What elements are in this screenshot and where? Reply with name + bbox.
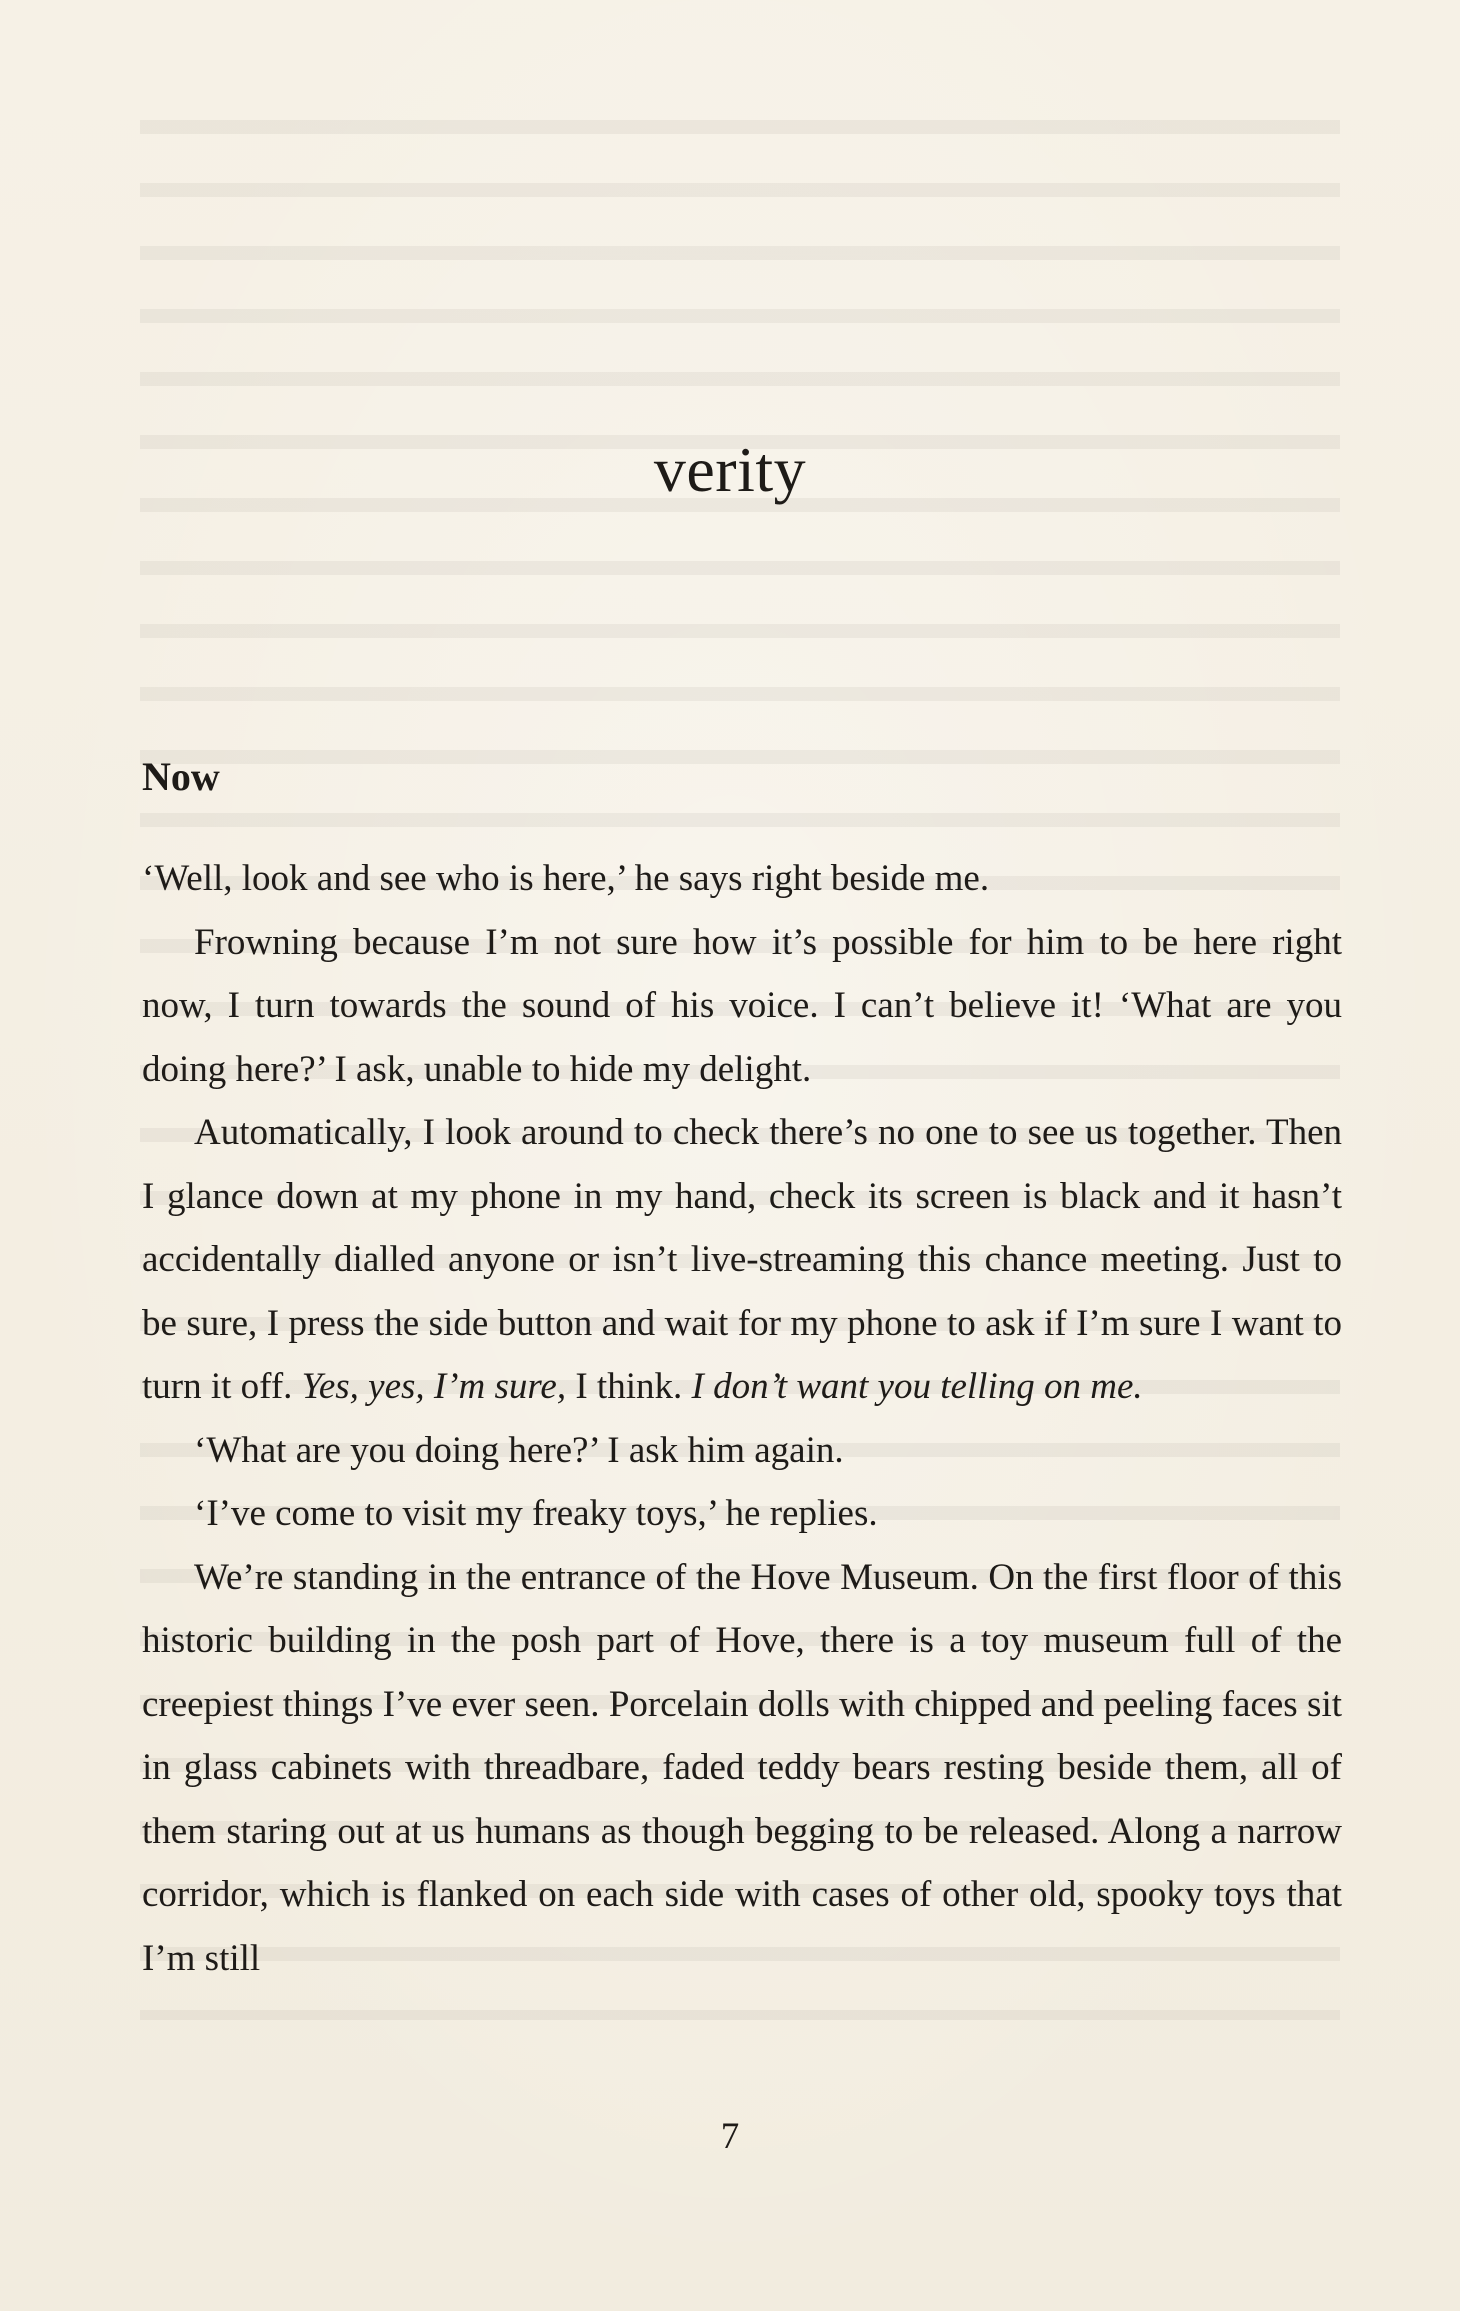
chapter-title: verity — [653, 434, 807, 505]
italic-text: Yes, yes, I’m sure, — [301, 1366, 567, 1407]
text-run: Automatically, I look around to check there’s no one to see us together. Then I glance down at my phone in my hand, check its screen is black and it hasn’t accidentally dialled anyone or isn’t live-streaming this chance meeting. Just to be sure, I press the side button and wait for my phone to ask if I’m sure I want to turn it off. — [142, 1112, 1342, 1407]
body-text — [142, 847, 1342, 1990]
text-run: I think. — [566, 1366, 692, 1407]
paragraph — [142, 1419, 1342, 1483]
text-run: ‘Well, look and see who is here,’ he says right beside me. — [142, 858, 990, 899]
paragraph — [142, 847, 1342, 911]
paragraph — [142, 1482, 1342, 1546]
text-run: ‘I’ve come to visit my freaky toys,’ he replies. — [194, 1493, 878, 1534]
italic-text: I don’t want you telling on me. — [691, 1366, 1143, 1407]
text-run: ‘What are you doing here?’ I ask him again. — [194, 1429, 844, 1471]
paragraph — [142, 1101, 1342, 1419]
page-number: 7 — [720, 2116, 740, 2157]
text-run: We’re standing in the entrance of the Hove Museum. On the first floor of this historic building in the posh part of Hove, there is a toy museum full of the creepiest things I’ve ever seen. Porcelain dolls with chipped and peeling faces sit in glass cabinets with threadbare, faded teddy bears resting beside them, all of them staring out at us humans as though begging to be released. Along a narrow corridor, which is flanked on each side with cases of other old, spooky toys that I’m still — [142, 1556, 1342, 1979]
paragraph — [142, 911, 1342, 1102]
section-heading: Now — [142, 754, 220, 799]
text-run: Frowning because I’m not sure how it’s possible for him to be here right now, I turn towards the sound of his voice. I can’t believe it! ‘What are you doing here?’ I ask, unable to hide my delight. — [142, 921, 1342, 1090]
paragraph — [142, 1546, 1342, 1991]
